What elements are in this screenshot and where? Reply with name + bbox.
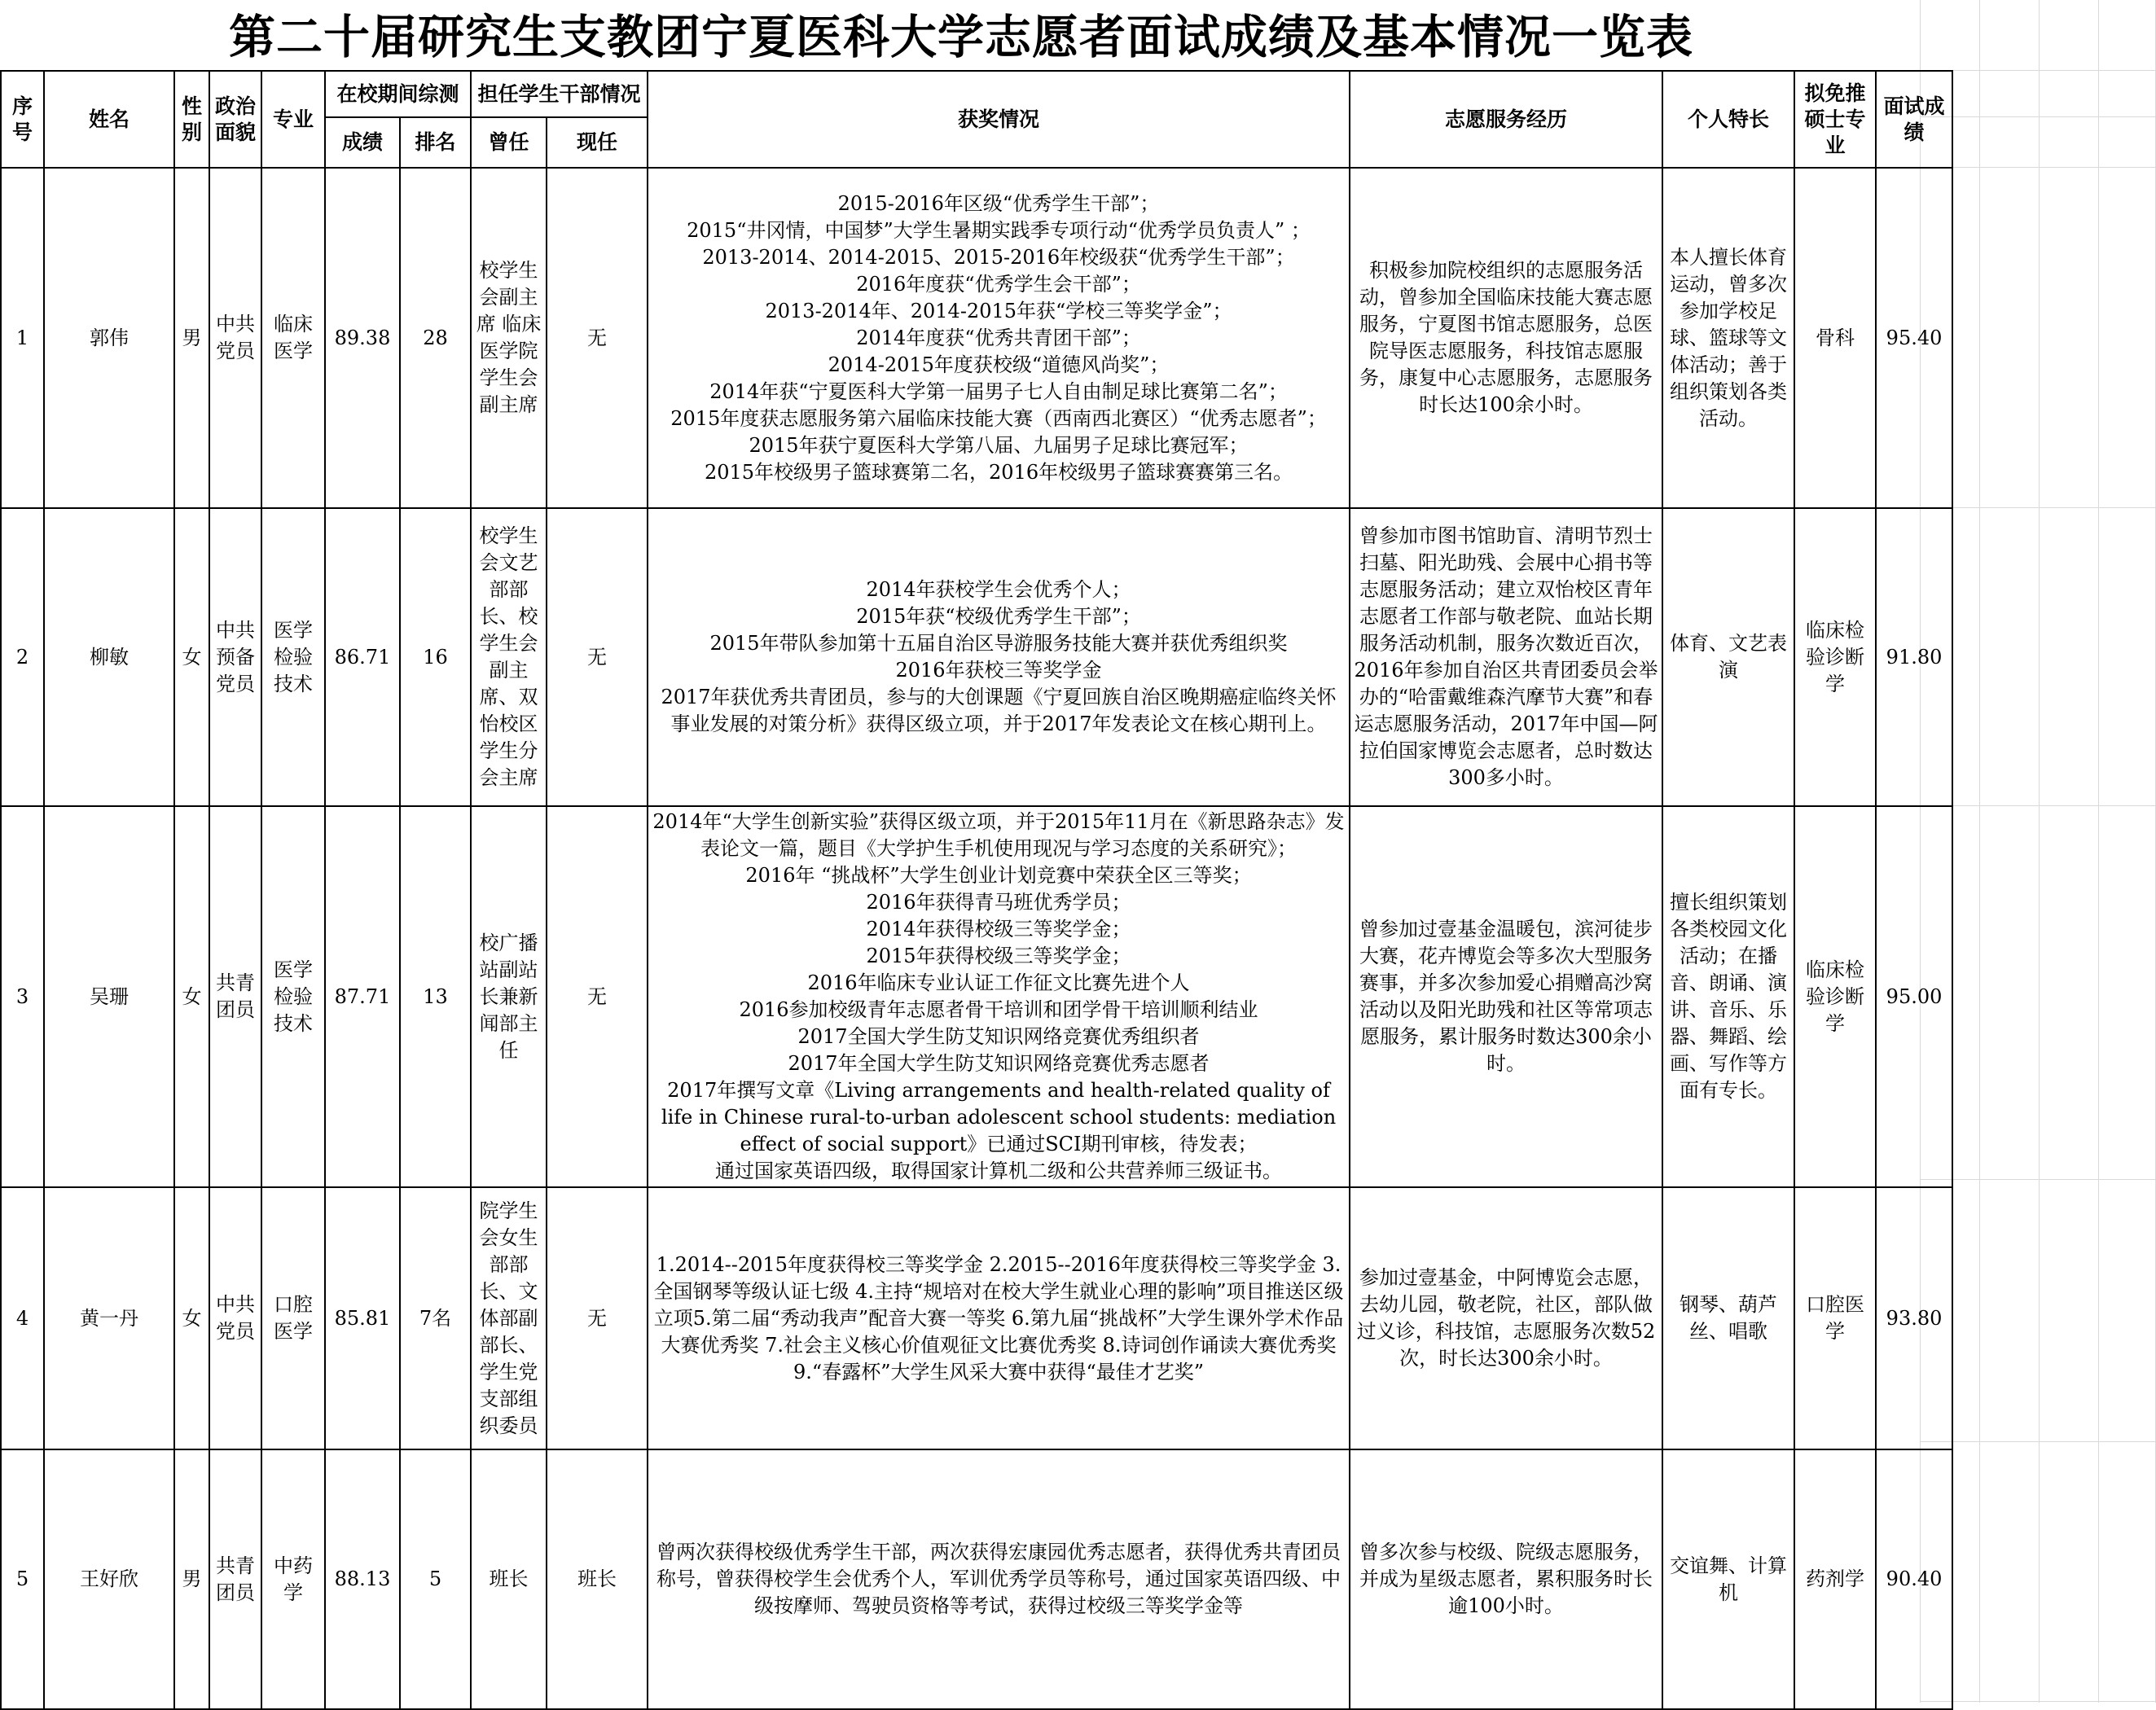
award-line: 2016年获校三等奖学金 xyxy=(895,659,1102,682)
award-line: 2016年获得青马班优秀学员； xyxy=(866,891,1131,914)
grid-line xyxy=(1920,1441,2156,1442)
award-line: 通过国家英语四级，取得国家计算机二级和公共营养师三级证书。 xyxy=(715,1160,1283,1182)
award-line: 2014年获“宁夏医科大学第一届男子七人自由制足球比赛第二名”； xyxy=(709,379,1288,403)
grid-line xyxy=(1920,116,2156,117)
cell-former: 校学生会副主席 临床医学院学生会副主席 xyxy=(471,168,547,508)
cell-specialty: 钢琴、葫芦丝、唱歌 xyxy=(1662,1187,1794,1449)
cell-political: 中共党员 xyxy=(209,1187,261,1449)
cell-gender: 女 xyxy=(174,508,209,806)
cell-major: 医学检验技术 xyxy=(261,806,325,1187)
cell-rank: 5 xyxy=(400,1449,471,1709)
cell-former: 校广播站副站长兼新闻部主任 xyxy=(471,806,547,1187)
header-school-score-group: 在校期间综测 xyxy=(325,71,471,117)
award-line: 2015年获宁夏医科大学第八届、九届男子足球比赛冠军； xyxy=(749,433,1249,457)
cell-current: 无 xyxy=(547,806,648,1187)
cell-rank: 16 xyxy=(400,508,471,806)
cell-rank: 28 xyxy=(400,168,471,508)
award-line: 2017年获优秀共青团员，参与的大创课题《宁夏回族自治区晚期癌症临终关怀事业发展的对策分析》获得区级立项，并于2017年发表论文在核心期刊上。 xyxy=(661,686,1337,735)
cell-awards xyxy=(648,806,1350,1187)
cell-volunteer: 积极参加院校组织的志愿服务活动，曾参加全国临床技能大赛志愿服务，宁夏图书馆志愿服务，总医院导医志愿服务，科技馆志愿服务，康复中心志愿服务，志愿服务时长达100余小时。 xyxy=(1350,168,1662,508)
header-former: 曾任 xyxy=(471,117,547,168)
award-line: 2016参加校级青年志愿者骨干培训和团学骨干培训顺利结业 xyxy=(739,998,1258,1021)
cell-interview: 93.80 xyxy=(1876,1187,1952,1449)
table-row xyxy=(1,1449,1952,1709)
cell-seq: 2 xyxy=(1,508,44,806)
award-line: 2015年度获志愿服务第六届临床技能大赛（西南西北赛区）“优秀志愿者”； xyxy=(670,406,1327,430)
cell-seq: 5 xyxy=(1,1449,44,1709)
cell-specialty: 交谊舞、计算机 xyxy=(1662,1449,1794,1709)
cell-awards xyxy=(648,1449,1350,1709)
header-recommend-major: 拟免推硕士专业 xyxy=(1794,71,1876,168)
header-political: 政治面貌 xyxy=(209,71,261,168)
cell-recommend-major: 骨科 xyxy=(1794,168,1876,508)
applicant-table xyxy=(0,70,1953,1710)
cell-gender: 女 xyxy=(174,1187,209,1449)
cell-name: 黄一丹 xyxy=(44,1187,174,1449)
cell-current: 无 xyxy=(547,1187,648,1449)
table-title: 第二十届研究生支教团宁夏医科大学志愿者面试成绩及基本情况一览表 xyxy=(229,11,1693,64)
cell-gender: 男 xyxy=(174,1449,209,1709)
cell-political: 中共党员 xyxy=(209,168,261,508)
header-score: 成绩 xyxy=(325,117,400,168)
award-line: 2015-2016年区级“优秀学生干部”； xyxy=(837,191,1160,215)
header-awards: 获奖情况 xyxy=(648,71,1350,168)
award-line: 2017年全国大学生防艾知识网络竞赛优秀志愿者 xyxy=(788,1052,1210,1075)
grid-line xyxy=(2098,0,2099,1703)
grid-line xyxy=(1920,167,2156,168)
award-line: 2015年校级男子篮球赛第二名，2016年校级男子篮球赛赛第三名。 xyxy=(704,460,1293,484)
cell-former: 校学生会文艺部部长、校学生会副主席、双怡校区学生分会主席 xyxy=(471,508,547,806)
cell-major: 医学检验技术 xyxy=(261,508,325,806)
cell-recommend-major: 临床检验诊断学 xyxy=(1794,806,1876,1187)
cell-interview: 95.00 xyxy=(1876,806,1952,1187)
cell-specialty: 擅长组织策划各类校园文化活动；在播音、朗诵、演讲、音乐、乐器、舞蹈、绘画、写作等方面有专长。 xyxy=(1662,806,1794,1187)
grid-line xyxy=(1920,1179,2156,1180)
award-line: 2015年获“校级优秀学生干部”； xyxy=(856,605,1141,628)
cell-interview: 91.80 xyxy=(1876,508,1952,806)
header-rank: 排名 xyxy=(400,117,471,168)
cell-volunteer: 参加过壹基金，中阿博览会志愿，去幼儿园，敬老院，社区，部队做过义诊，科技馆，志愿服务次数52次，时长达300余小时。 xyxy=(1350,1187,1662,1449)
cell-rank: 13 xyxy=(400,806,471,1187)
cell-major: 临床医学 xyxy=(261,168,325,508)
award-line: 2014年获校学生会优秀个人； xyxy=(866,578,1131,601)
cell-awards xyxy=(648,1187,1350,1449)
cell-seq: 4 xyxy=(1,1187,44,1449)
grid-line xyxy=(1920,70,2156,71)
cell-volunteer: 曾参加市图书馆助盲、清明节烈士扫墓、阳光助残、会展中心捐书等志愿服务活动；建立双怡校区青年志愿者工作部与敬老院、血站长期服务活动机制，服务次数近百次，2016年参加自治区共青团委员会举办的“哈雷戴维森汽摩节大赛”和春运志愿服务活动，2017年中国—阿拉伯国家博览会志愿者，总时数达300多小时。 xyxy=(1350,508,1662,806)
header-name: 姓名 xyxy=(44,71,174,168)
header-cadre-group: 担任学生干部情况 xyxy=(471,71,648,117)
grid-line xyxy=(1920,805,2156,806)
cell-political: 共青团员 xyxy=(209,806,261,1187)
award-line: 2014年获得校级三等奖学金； xyxy=(866,918,1131,940)
cell-political: 中共预备党员 xyxy=(209,508,261,806)
cell-specialty: 本人擅长体育运动，曾多次参加学校足球、篮球等文体活动；善于组织策划各类活动。 xyxy=(1662,168,1794,508)
cell-volunteer: 曾多次参与校级、院级志愿服务，并成为星级志愿者，累积服务时长逾100小时。 xyxy=(1350,1449,1662,1709)
header-specialty: 个人特长 xyxy=(1662,71,1794,168)
table-row xyxy=(1,806,1952,1187)
header-volunteer: 志愿服务经历 xyxy=(1350,71,1662,168)
award-line: 2014-2015年度获校级“道德风尚奖”； xyxy=(828,353,1170,376)
award-line: 2014年“大学生创新实验”获得区级立项，并于2015年11月在《新思路杂志》发表论文一篇，题目《大学护生手机使用现况与学习态度的关系研究》； xyxy=(652,810,1345,860)
award-line: 曾两次获得校级优秀学生干部，两次获得宏康园优秀志愿者，获得优秀共青团员称号，曾获得校学生会优秀个人，军训优秀学员等称号，通过国家英语四级、中级按摩师、驾驶员资格等考试，获得过校级三等奖学金等 xyxy=(656,1541,1341,1617)
award-line: 2016年度获“优秀学生会干部”； xyxy=(856,272,1141,296)
cell-current: 无 xyxy=(547,168,648,508)
cell-rank: 7名 xyxy=(400,1187,471,1449)
grid-line xyxy=(1920,1701,2156,1702)
cell-awards xyxy=(648,508,1350,806)
cell-gender: 女 xyxy=(174,806,209,1187)
cell-current: 班长 xyxy=(547,1449,648,1709)
award-line: 2014年度获“优秀共青团干部”； xyxy=(856,326,1141,349)
cell-score: 89.38 xyxy=(325,168,400,508)
award-line: 2015年带队参加第十五届自治区导游服务技能大赛并获优秀组织奖 xyxy=(709,632,1288,655)
cell-score: 85.81 xyxy=(325,1187,400,1449)
award-line: 2015“井冈情，中国梦”大学生暑期实践季专项行动“优秀学员负责人” ； xyxy=(687,218,1311,242)
cell-major: 口腔医学 xyxy=(261,1187,325,1449)
cell-former: 院学生会女生部部长、文体部副部长、学生党支部组织委员 xyxy=(471,1187,547,1449)
grid-line xyxy=(2039,0,2040,1703)
cell-interview: 90.40 xyxy=(1876,1449,1952,1709)
award-line: 2013-2014年、2014-2015年获“学校三等奖学金”； xyxy=(765,299,1232,322)
cell-name: 吴珊 xyxy=(44,806,174,1187)
cell-score: 86.71 xyxy=(325,508,400,806)
cell-gender: 男 xyxy=(174,168,209,508)
cell-political: 共青团员 xyxy=(209,1449,261,1709)
cell-major: 中药学 xyxy=(261,1449,325,1709)
award-line: 2016年 “挑战杯”大学生创业计划竞赛中荣获全区三等奖； xyxy=(745,864,1252,887)
cell-seq: 3 xyxy=(1,806,44,1187)
header-major: 专业 xyxy=(261,71,325,168)
award-line: 2015年获得校级三等奖学金； xyxy=(866,945,1131,967)
award-line: 2017全国大学生防艾知识网络竞赛优秀组织者 xyxy=(797,1025,1200,1048)
header-seq: 序号 xyxy=(1,71,44,168)
table-row xyxy=(1,1187,1952,1449)
cell-awards xyxy=(648,168,1350,508)
cell-seq: 1 xyxy=(1,168,44,508)
header-gender: 性别 xyxy=(174,71,209,168)
table-row xyxy=(1,168,1952,508)
cell-recommend-major: 药剂学 xyxy=(1794,1449,1876,1709)
table-row xyxy=(1,508,1952,806)
header-current: 现任 xyxy=(547,117,648,168)
award-line: 2016年临床专业认证工作征文比赛先进个人 xyxy=(807,971,1190,994)
cell-volunteer: 曾参加过壹基金温暖包，滨河徒步大赛，花卉博览会等多次大型服务赛事，并多次参加爱心捐赠高沙窝活动以及阳光助残和社区等常项志愿服务，累计服务时数达300余小时。 xyxy=(1350,806,1662,1187)
grid-line xyxy=(1979,0,1980,1703)
award-line: 2013-2014、2014-2015、2015-2016年校级获“优秀学生干部”； xyxy=(702,245,1295,269)
cell-score: 87.71 xyxy=(325,806,400,1187)
cell-former: 班长 xyxy=(471,1449,547,1709)
cell-name: 郭伟 xyxy=(44,168,174,508)
header-interview: 面试成绩 xyxy=(1876,71,1952,168)
cell-interview: 95.40 xyxy=(1876,168,1952,508)
cell-recommend-major: 临床检验诊断学 xyxy=(1794,508,1876,806)
award-line: 2017年撰写文章《Living arrangements and health-related quality of life in Chinese rural-to-urban adolescent school students: mediation effect of social support》已通过SCI期刊审核，待发表； xyxy=(661,1079,1337,1155)
cell-score: 88.13 xyxy=(325,1449,400,1709)
cell-name: 柳敏 xyxy=(44,508,174,806)
cell-specialty: 体育、文艺表演 xyxy=(1662,508,1794,806)
grid-line xyxy=(1920,507,2156,508)
cell-recommend-major: 口腔医学 xyxy=(1794,1187,1876,1449)
award-line: 1.2014--2015年度获得校三等奖学金 2.2015--2016年度获得校三等奖学金 3.全国钢琴等级认证七级 4.主持“规培对在校大学生就业心理的影响”项目推送区级立项5.第二届“秀动我声”配音大赛一等奖 6.第九届“挑战杯”大学生课外学术作品大赛优秀奖 7.社会主义核心价值观征文比赛优秀奖 8.诗词创作诵读大赛优秀奖 9.“春露杯”大学生风采大赛中获得“最佳才艺奖” xyxy=(653,1252,1344,1383)
cell-name: 王好欣 xyxy=(44,1449,174,1709)
cell-current: 无 xyxy=(547,508,648,806)
